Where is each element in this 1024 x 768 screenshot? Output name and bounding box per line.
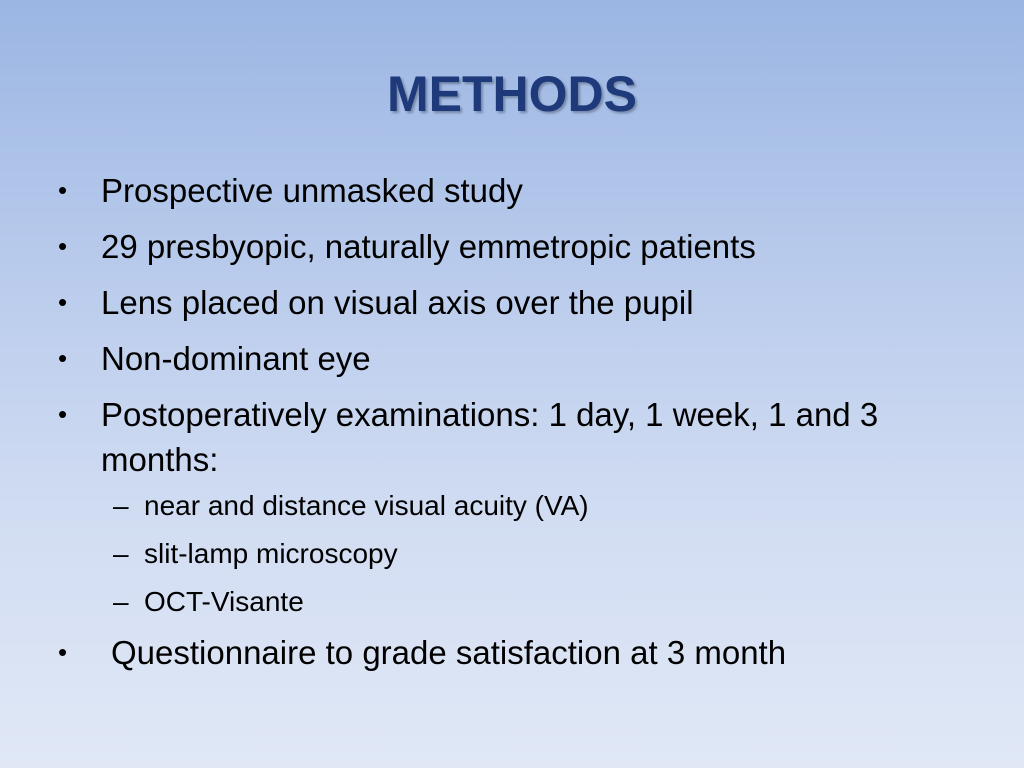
bullet-text: Lens placed on visual axis over the pupil bbox=[101, 284, 694, 321]
bullet-text: Questionnaire to grade satisfaction at 3 month bbox=[111, 634, 787, 671]
list-item bbox=[58, 168, 958, 213]
list-item bbox=[58, 630, 958, 675]
bullet-list bbox=[58, 168, 958, 686]
sub-list-item bbox=[113, 486, 958, 526]
bullet-text: 29 presbyopic, naturally emmetropic patients bbox=[101, 228, 756, 265]
bullet-text: Non-dominant eye bbox=[101, 340, 371, 377]
bullet-icon: • bbox=[58, 231, 68, 261]
sub-list-item bbox=[113, 582, 958, 622]
bullet-icon: • bbox=[58, 343, 68, 373]
sub-bullet-text: slit-lamp microscopy bbox=[144, 538, 398, 569]
sub-bullet-text: near and distance visual acuity (VA) bbox=[144, 490, 589, 521]
bullet-icon: • bbox=[58, 637, 68, 667]
bullet-text: Prospective unmasked study bbox=[101, 172, 523, 209]
bullet-icon: • bbox=[58, 399, 68, 429]
sub-bullet-list bbox=[58, 486, 958, 622]
list-item bbox=[58, 392, 958, 482]
dash-icon: – bbox=[113, 586, 129, 617]
list-item bbox=[58, 224, 958, 269]
sub-bullet-text: OCT-Visante bbox=[144, 586, 304, 617]
dash-icon: – bbox=[113, 538, 129, 569]
bullet-text: Postoperatively examinations: 1 day, 1 week, 1 and 3 months: bbox=[101, 396, 879, 478]
dash-icon: – bbox=[113, 490, 129, 521]
list-item bbox=[58, 336, 958, 381]
bullet-icon: • bbox=[58, 287, 68, 317]
slide-title: METHODS bbox=[387, 66, 637, 122]
bullet-icon: • bbox=[58, 175, 68, 205]
sub-list-item bbox=[113, 534, 958, 574]
list-item bbox=[58, 280, 958, 325]
